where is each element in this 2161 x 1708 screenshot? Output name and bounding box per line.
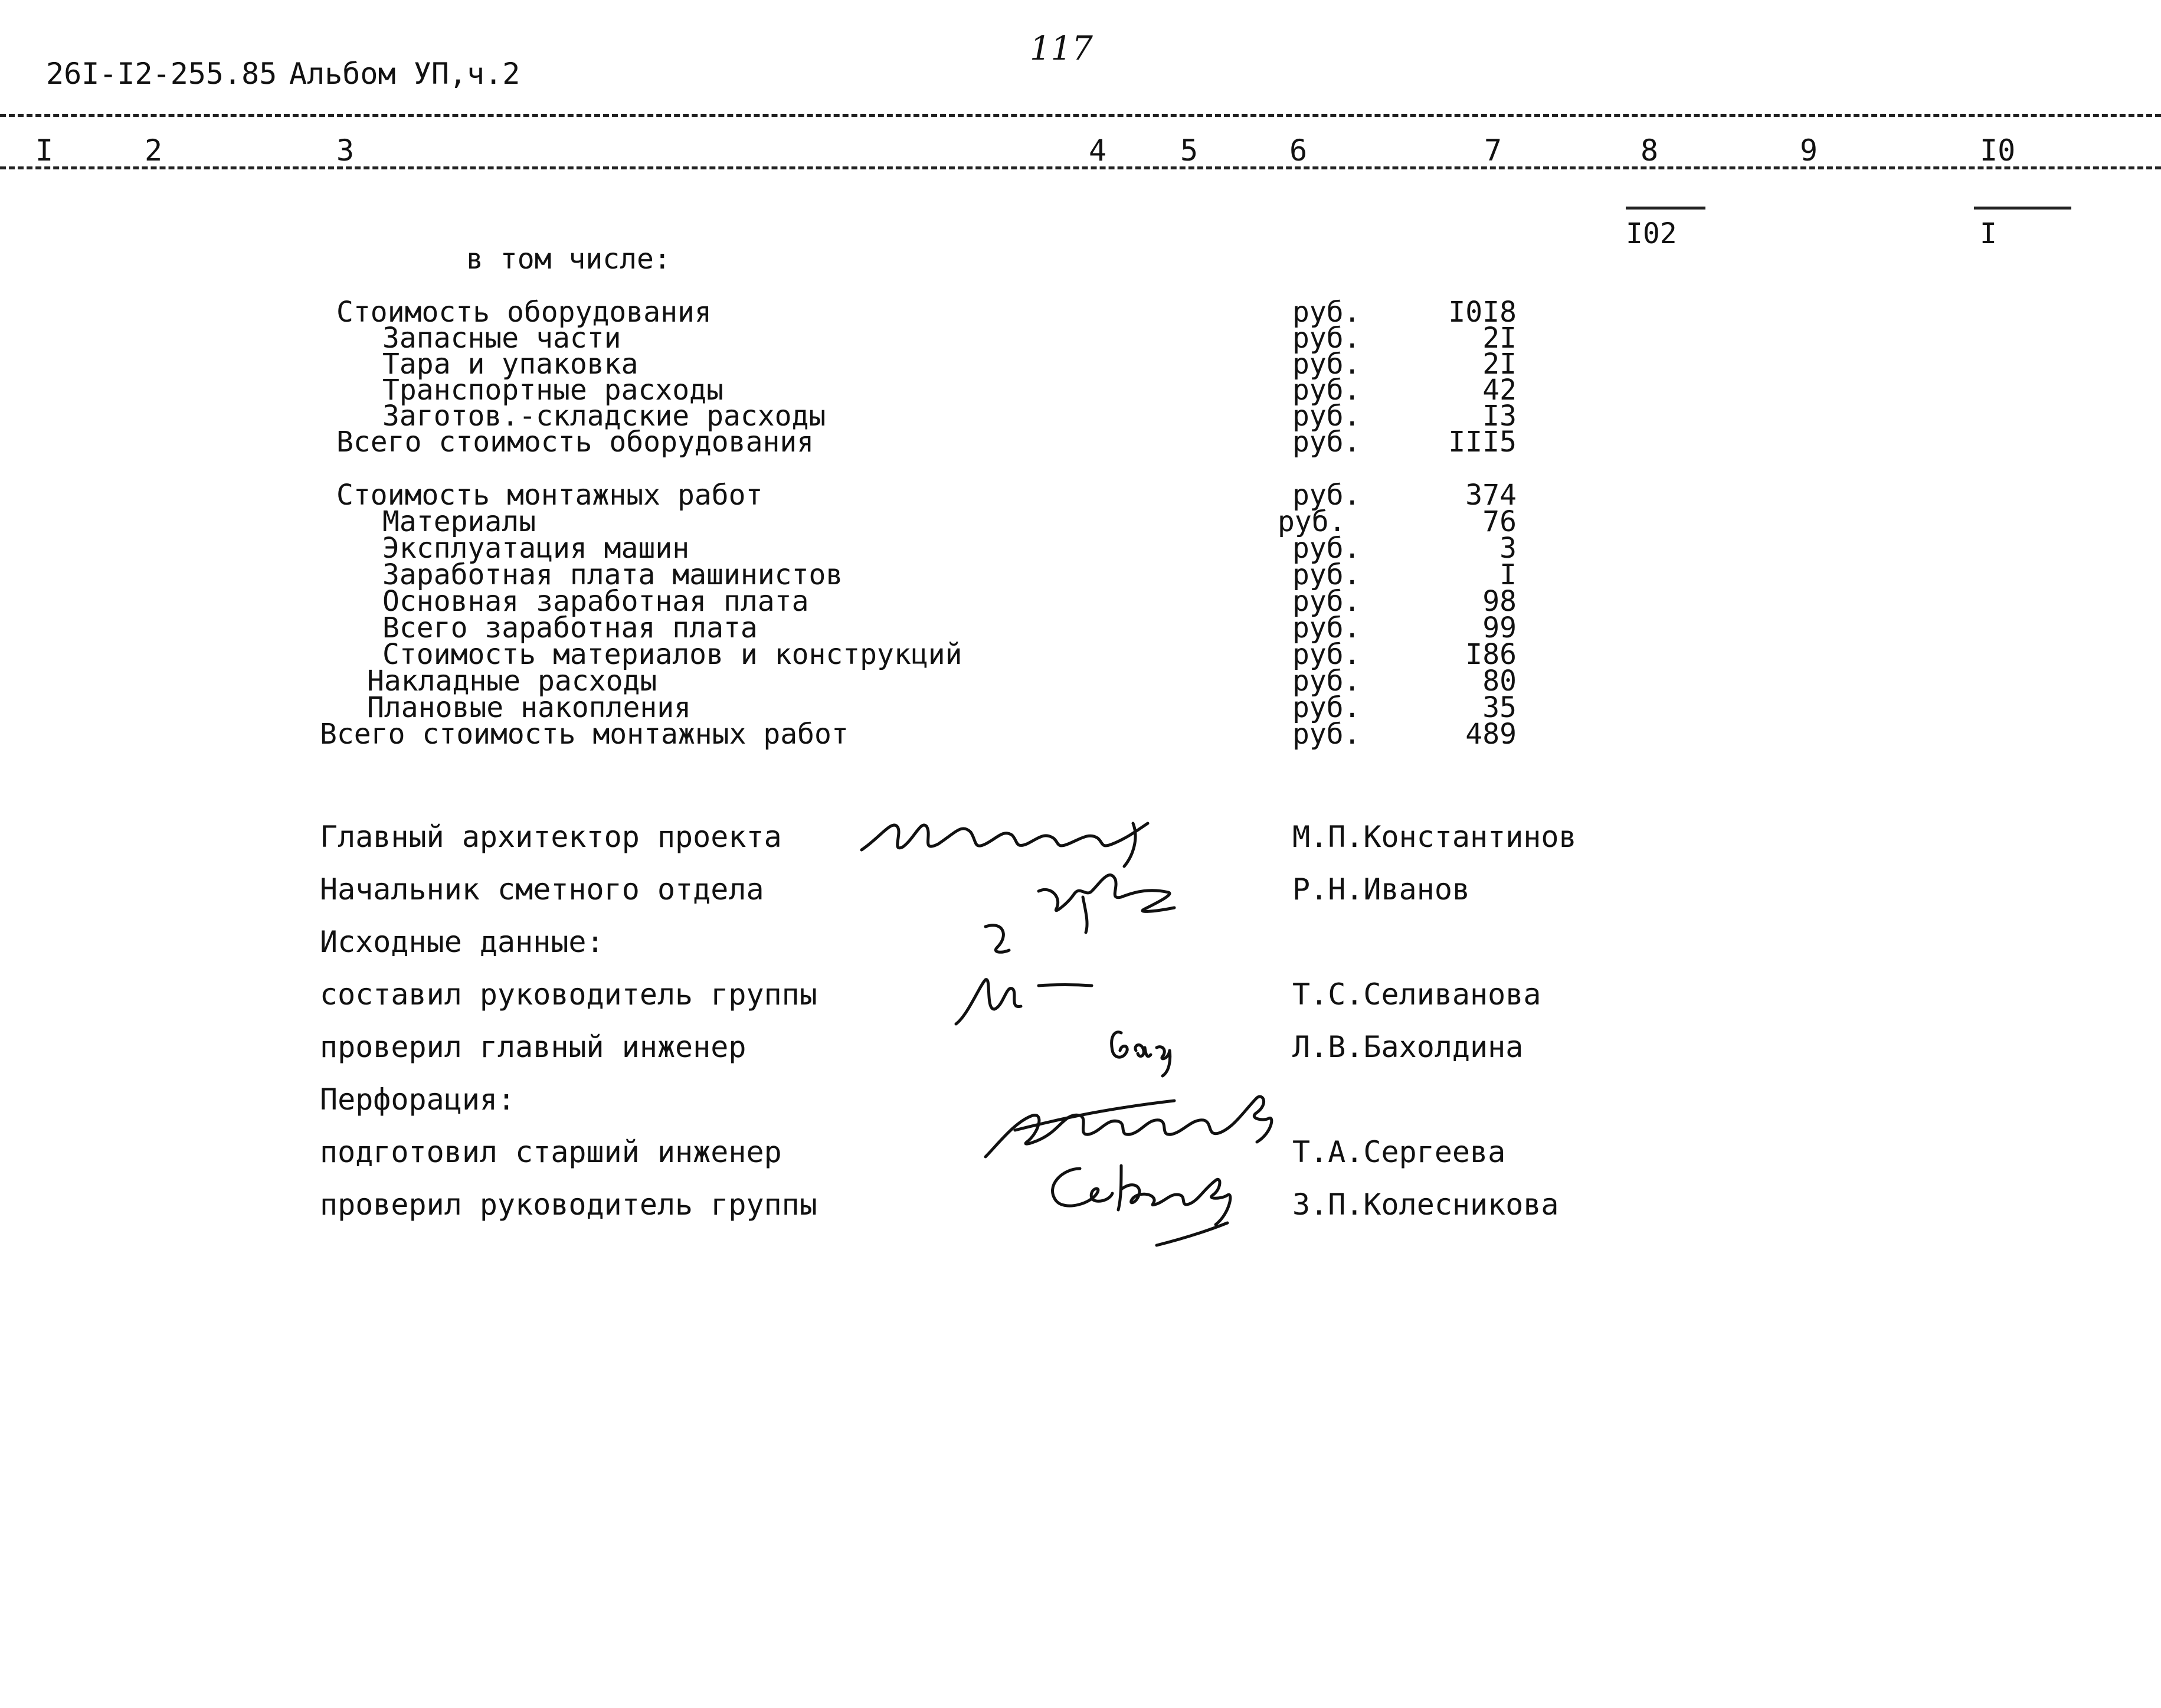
column-number-2: 2 — [145, 133, 163, 168]
equipment-total-label: Всего стоимость оборудования — [336, 426, 814, 459]
installation-unit: руб. — [1292, 691, 1361, 724]
installation-total-value: 489 — [1465, 718, 1517, 751]
equipment-label: Запасные части — [382, 322, 621, 355]
equipment-value: I3 — [1482, 400, 1517, 433]
equipment-total-value: III5 — [1448, 426, 1517, 459]
equipment-unit: руб. — [1292, 426, 1361, 459]
installation-value: 374 — [1465, 479, 1517, 512]
installation-label: Основная заработная плата — [382, 585, 809, 618]
equipment-unit: руб. — [1292, 374, 1361, 407]
column-number-8: 8 — [1641, 133, 1659, 168]
page-number: 117 — [1030, 30, 1093, 68]
col8-overline — [1626, 207, 1705, 210]
installation-unit: руб. — [1292, 638, 1361, 671]
signature-sergeeva — [980, 1086, 1286, 1169]
signatory-role: Начальник сметного отдела — [320, 872, 764, 907]
installation-value: 35 — [1482, 691, 1517, 724]
equipment-label: Транспортные расходы — [382, 374, 723, 407]
column-number-9: 9 — [1800, 133, 1818, 168]
header-bottom-rule — [0, 166, 2161, 169]
col8-value: I02 — [1626, 217, 1677, 250]
signature-selivanova — [950, 921, 1127, 1039]
signatory-name: М.П.Константинов — [1292, 820, 1577, 854]
signatory-role: Главный архитектор проекта — [320, 820, 782, 854]
installation-total-label: Всего стоимость монтажных работ — [320, 718, 849, 751]
installation-unit: руб. — [1292, 665, 1361, 698]
installation-value: 80 — [1482, 665, 1517, 698]
column-number-6: 6 — [1289, 133, 1308, 168]
signatory-section-heading: Перфорация: — [320, 1082, 516, 1117]
album-label: Альбом УП,ч.2 — [289, 57, 520, 91]
installation-label: Стоимость материалов и конструкций — [382, 638, 962, 671]
signatory-role: составил руководитель группы — [320, 977, 817, 1012]
installation-label: Эксплуатация машин — [382, 532, 690, 565]
col10-overline — [1974, 207, 2071, 210]
column-number-3: 3 — [336, 133, 355, 168]
document-code: 26I-I2-255.85 — [46, 57, 277, 91]
installation-unit: руб. — [1292, 532, 1361, 565]
equipment-value: 2I — [1482, 348, 1517, 381]
equipment-unit: руб. — [1292, 296, 1361, 329]
installation-label: Материалы — [382, 505, 536, 538]
signature-bakholdina — [1104, 1024, 1186, 1077]
equipment-unit: руб. — [1292, 322, 1361, 355]
installation-unit: руб. — [1278, 505, 1346, 538]
column-number-7: 7 — [1484, 133, 1502, 168]
equipment-unit: руб. — [1292, 348, 1361, 381]
installation-value: I — [1499, 558, 1517, 591]
header-top-rule — [0, 114, 2161, 117]
installation-unit: руб. — [1292, 558, 1361, 591]
installation-label: Стоимость монтажных работ — [336, 479, 763, 512]
equipment-value: 42 — [1482, 374, 1517, 407]
signatory-name: Р.Н.Иванов — [1292, 872, 1471, 907]
signatory-role: проверил руководитель группы — [320, 1187, 817, 1222]
installation-value: 98 — [1482, 585, 1517, 618]
signatory-role: подготовил старший инженер — [320, 1135, 782, 1169]
installation-label: Плановые накопления — [367, 691, 692, 724]
installation-unit: руб. — [1292, 585, 1361, 618]
equipment-label: Тара и упаковка — [382, 348, 639, 381]
signatory-name: Т.А.Сергеева — [1292, 1135, 1506, 1169]
installation-value: 3 — [1499, 532, 1517, 565]
equipment-label: Заготов.-складские расходы — [382, 400, 826, 433]
installation-value: 99 — [1482, 611, 1517, 644]
equipment-value: 2I — [1482, 322, 1517, 355]
equipment-value: I0I8 — [1448, 296, 1517, 329]
column-number-4: 4 — [1089, 133, 1107, 168]
signature-kolesnikova — [1039, 1157, 1251, 1251]
signatory-name: Т.С.Селиванова — [1292, 977, 1541, 1012]
section-intro: в том числе: — [466, 243, 671, 276]
installation-value: I86 — [1465, 638, 1517, 671]
signatory-name: Л.В.Бахолдина — [1292, 1030, 1524, 1064]
signatory-name: З.П.Колесникова — [1292, 1187, 1559, 1222]
signatory-role: проверил главный инженер — [320, 1030, 746, 1064]
signatory-section-heading: Исходные данные: — [320, 925, 604, 959]
installation-label: Всего заработная плата — [382, 611, 758, 644]
equipment-unit: руб. — [1292, 400, 1361, 433]
col10-value: I — [1980, 217, 1997, 250]
installation-unit: руб. — [1292, 611, 1361, 644]
equipment-label: Стоимость оборудования — [336, 296, 712, 329]
installation-unit: руб. — [1292, 718, 1361, 751]
installation-unit: руб. — [1292, 479, 1361, 512]
installation-label: Заработная плата машинистов — [382, 558, 843, 591]
installation-label: Накладные расходы — [367, 665, 657, 698]
column-number-10: I0 — [1980, 133, 2016, 168]
column-number-5: 5 — [1180, 133, 1199, 168]
column-number-1: I — [35, 133, 54, 168]
installation-value: 76 — [1482, 505, 1517, 538]
